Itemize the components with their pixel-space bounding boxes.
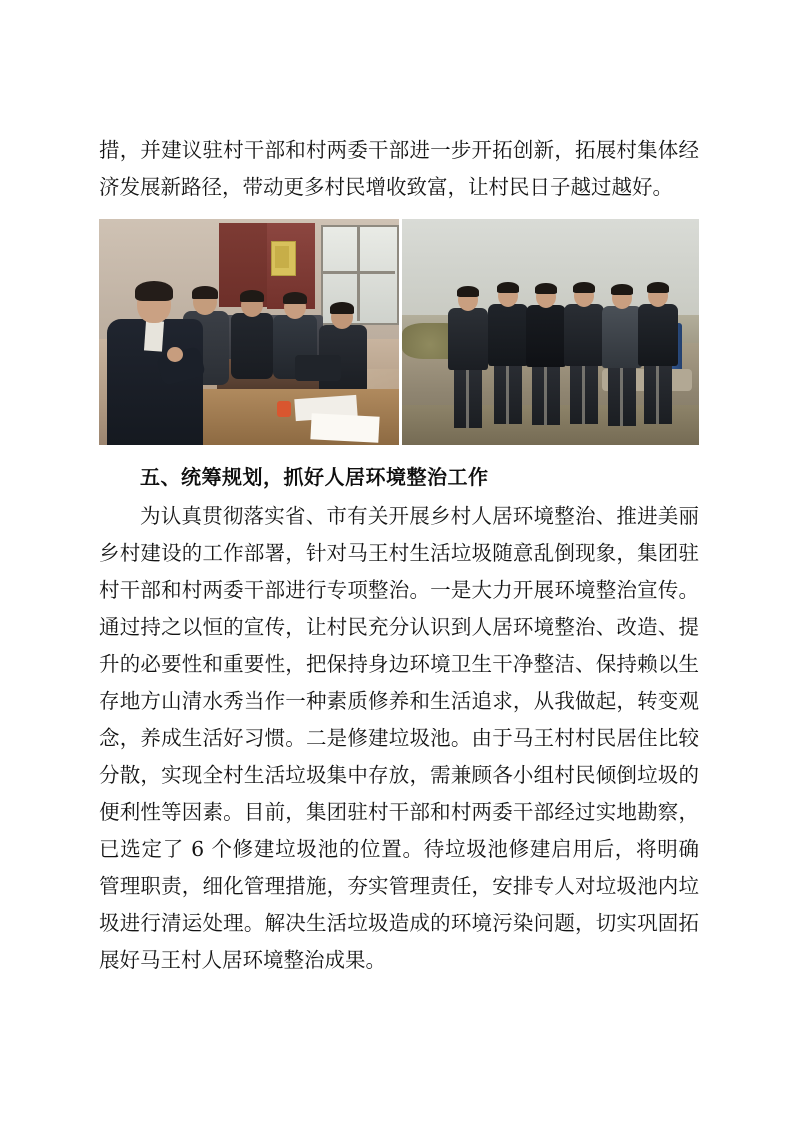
figure-photo-row (99, 219, 699, 445)
photo2-person-4-hair (573, 282, 595, 293)
photo1-person-5-hair (330, 302, 354, 314)
photo2-person-3-hair (535, 283, 557, 294)
photo1-person-4-hair (283, 292, 307, 304)
section-heading-wrap (99, 459, 699, 496)
photo2-person-6-jacket (638, 304, 678, 366)
photo2-person-1 (446, 289, 490, 429)
paragraph-continuation: 措，并建议驻村干部和村两委干部进一步开拓创新，拓展村集体经济发展新路径，带动更多村民增收致富，让村民日子越过越好。 (99, 138, 699, 199)
photo1-person-5 (315, 305, 371, 395)
photo-outdoor-group (402, 219, 699, 445)
photo-indoor-meeting (99, 219, 399, 445)
photo1-person-1 (107, 285, 203, 445)
photo2-person-4-jacket (564, 304, 604, 366)
photo2-person-1-leg-gap (466, 368, 469, 428)
photo1-bag (295, 355, 341, 381)
photo2-person-6-hair (647, 282, 669, 293)
body-paragraph: 为认真贯彻落实省、市有关开展乡村人居环境整治、推进美丽乡村建设的工作部署，针对马王村生活垃圾随意乱倒现象，集团驻村干部和村两委干部进行专项整治。一是大力开展环境整治宣传。通过持之以恒的宣传，让村民充分认识到人居环境整治、改造、提升的必要性和重要性，把保持身边环境卫生干净整洁、保持赖以生存地方山清水秀当作一种素质修养和生活追求，从我做起，转变观念，养成生活好习惯。二是修建垃圾池。由于马王村村民居住比较分散，实现全村生活垃圾集中存放，需兼顾各小组村民倾倒垃圾的便利性等因素。目前，集团驻村干部和村两委干部经过实地勘察，已选定了 6 个修建垃圾池的位置。待垃圾池修建启用后，将明确管理职责，细化管理措施，夯实管理责任，安排专人对垃圾池内垃圾进行清运处理。解决生活垃圾造成的环境污染问题，切实巩固拓展好马王村人居环境整治成果。 (99, 504, 699, 972)
photo2-person-5-leg-gap (620, 366, 623, 426)
section-heading: 五、统筹规划，抓好人居环境整治工作 (140, 465, 489, 489)
photo2-person-6-leg-gap (656, 364, 659, 424)
page-content (99, 132, 699, 979)
photo1-person-1-shirt (144, 320, 164, 351)
photo2-person-4-leg-gap (582, 364, 585, 424)
photo1-person-3-hair (240, 290, 264, 302)
photo2-person-3-jacket (526, 305, 566, 367)
photo1-person-1-hand (167, 347, 183, 362)
photo1-person-3 (229, 293, 275, 379)
photo2-person-2-jacket (488, 304, 528, 366)
photo2-person-6 (636, 285, 680, 425)
photo1-window-frame-horizontal (321, 271, 395, 274)
photo1-person-1-hair (135, 281, 173, 301)
photo2-person-1-jacket (448, 308, 488, 370)
photo2-person-5-hair (611, 284, 633, 295)
photo1-person-3-body (231, 313, 273, 379)
photo2-person-2-hair (497, 282, 519, 293)
photo1-cup (277, 401, 291, 417)
photo1-document-2 (310, 413, 379, 443)
photo2-person-3-leg-gap (544, 365, 547, 425)
photo2-person-2-leg-gap (506, 364, 509, 424)
photo1-wall-plaque-inner (275, 246, 289, 268)
photo2-person-1-hair (457, 286, 479, 297)
